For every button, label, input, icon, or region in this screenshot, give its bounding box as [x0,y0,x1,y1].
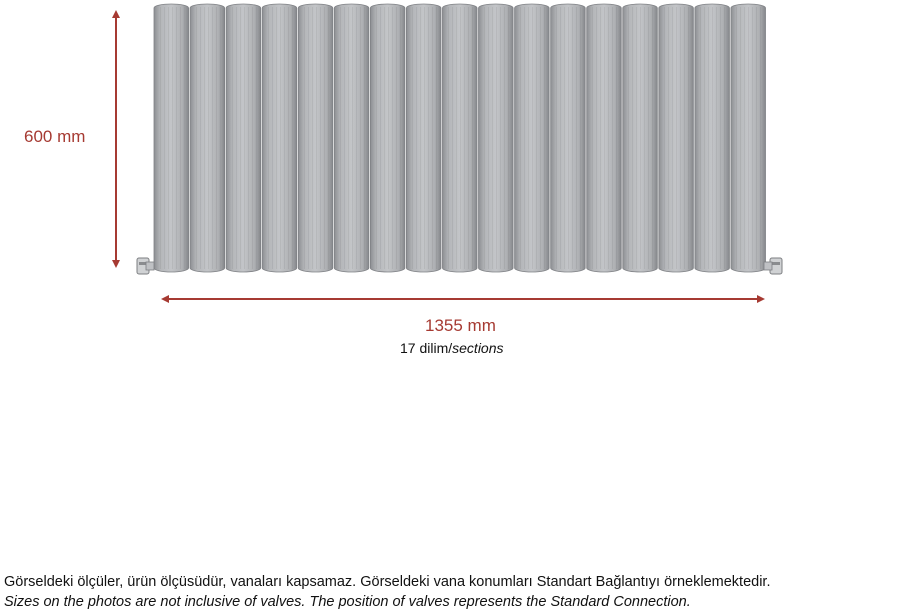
radiator-section [731,4,766,272]
radiator-section [695,4,730,272]
radiator-section [190,4,225,272]
width-label: 1355 mm [425,316,496,335]
radiator-sections [154,4,766,272]
radiator-section [659,4,694,272]
radiator-section [226,4,261,272]
sections-word: sections [452,340,504,356]
radiator-section [442,4,477,272]
sections-count [400,340,504,356]
radiator-section [479,4,514,272]
radiator-section [334,4,369,272]
radiator-section [515,4,550,272]
radiator-section [262,4,297,272]
height-label: 600 mm [24,127,86,146]
footnote-turkish: Görseldeki ölçüler, ürün ölçüsüdür, vanaları kapsamaz. Görseldeki vana konumları Standart Bağlantıyı örneklemektedir. [4,574,771,590]
footnote-english: Sizes on the photos are not inclusive of valves. The position of valves represents the Standard Connection. [4,594,691,610]
right-valve [764,258,782,274]
radiator-section [370,4,405,272]
radiator-section [406,4,441,272]
radiator-section [587,4,622,272]
radiator-section [551,4,586,272]
radiator-section [298,4,333,272]
radiator-section [623,4,658,272]
sections-count-text: 17 dilim/ [400,340,453,356]
radiator-section [154,4,189,272]
left-valve [137,258,154,274]
